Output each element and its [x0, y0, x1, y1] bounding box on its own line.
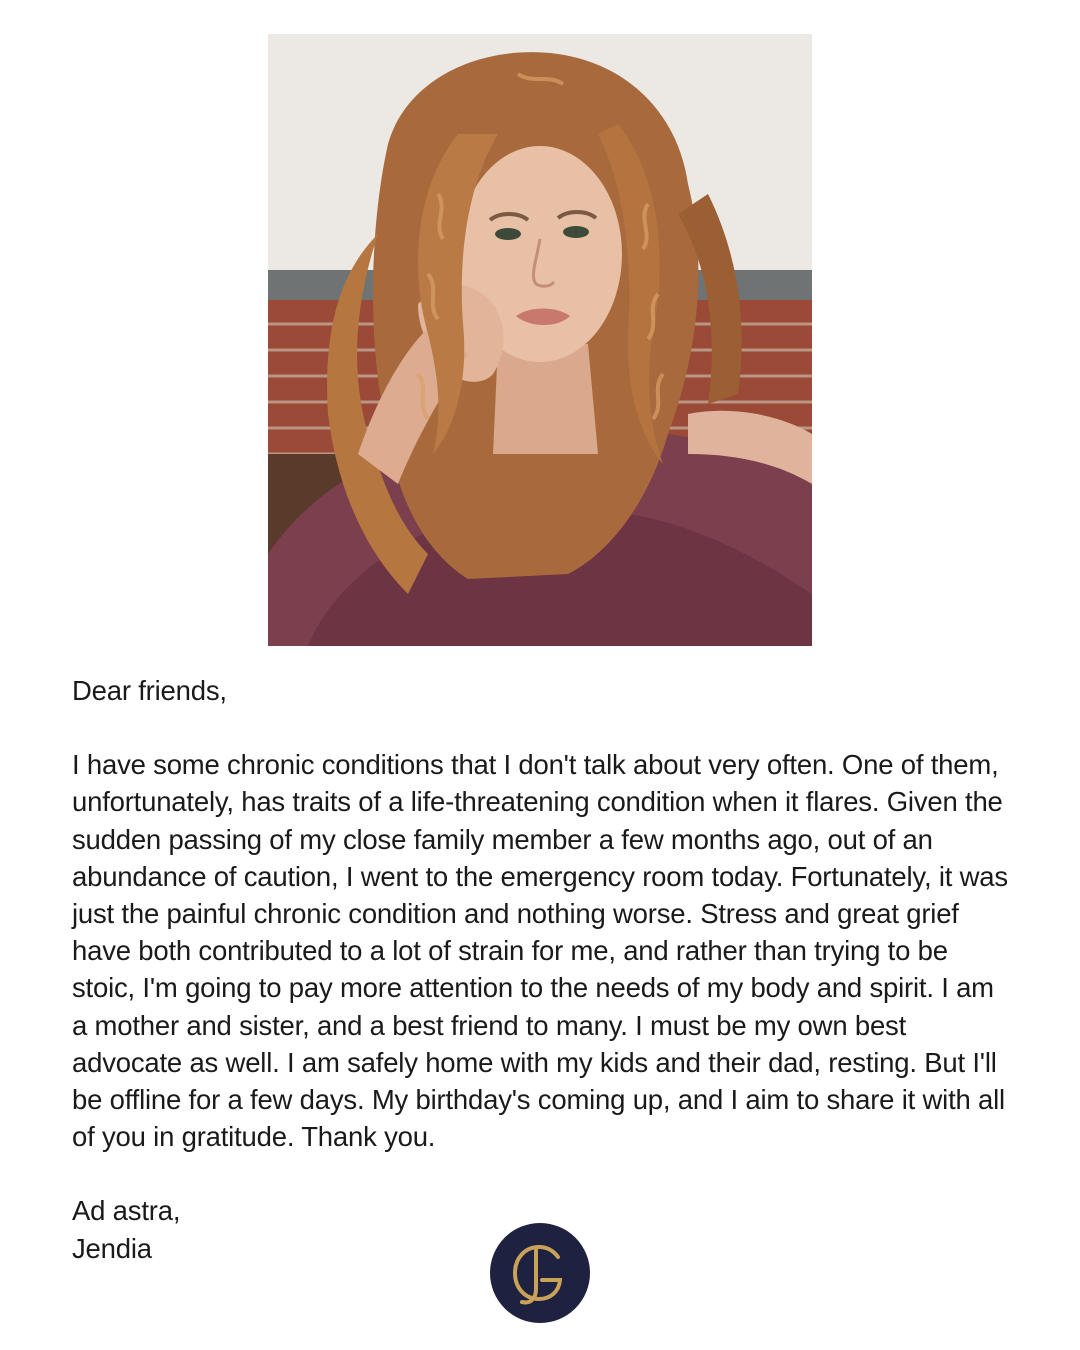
letter — [72, 672, 1012, 1267]
letter-greeting: Dear friends, — [72, 675, 227, 706]
portrait-photo — [268, 34, 812, 646]
letter-body: I have some chronic conditions that I don't talk about very often. One of them, unfortunately, has traits of a life-threatening condition when it flares. Given the sudden passing of my close family member a few months ago, out of an abundance of caution, I went to the emergency room today. Fortunately, it was just the painful chronic condition and nothing worse. Stress and great grief have both contributed to a lot of strain for me, and rather than trying to be stoic, I'm going to pay more attention to the needs of my body and spirit. I am a mother and sister, and a best friend to many. I must be my own best advocate as well. I am safely home with my kids and their dad, resting. But I'll be offline for a few days. My birthday's coming up, and I aim to share it with all of you in gratitude. Thank you. — [72, 749, 1008, 1153]
portrait-illustration — [268, 34, 812, 646]
monogram-icon — [490, 1223, 590, 1323]
monogram-logo — [490, 1223, 590, 1323]
letter-closing: Ad astra, — [72, 1195, 181, 1227]
letter-signature: Jendia — [72, 1232, 152, 1264]
